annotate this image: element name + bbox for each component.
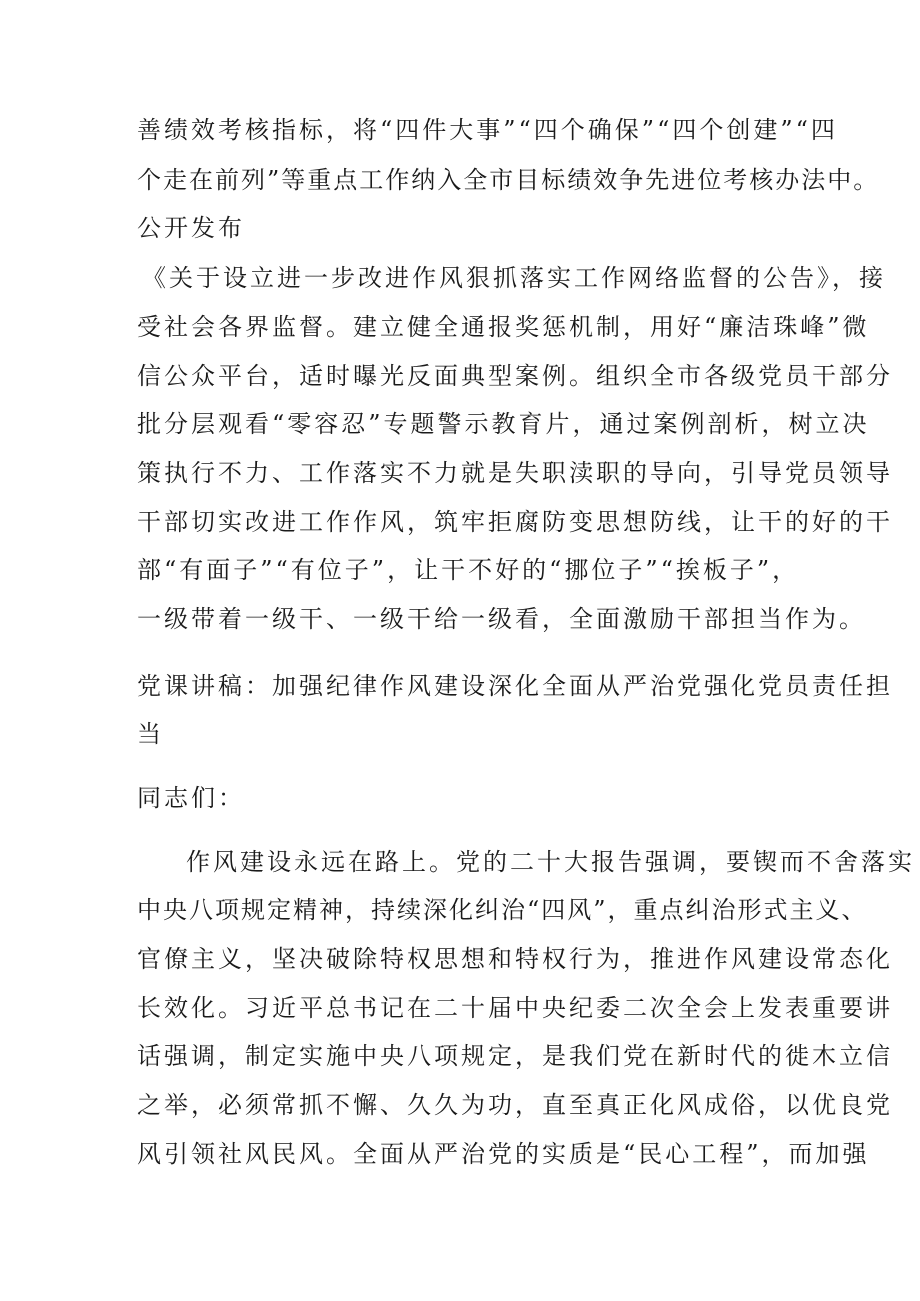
- text-line: 善绩效考核指标，将“四件大事”“四个确保”“四个创建”“四: [137, 116, 838, 144]
- text-line: 受社会各界监督。建立健全通报奖惩机制，用好“廉洁珠峰”微: [137, 313, 870, 341]
- text-line: 干部切实改进工作作风，筑牢拒腐防变思想防线，让干的好的干: [137, 508, 893, 536]
- text-line: 《关于设立进一步改进作风狠抓落实工作网络监督的公告》，接: [142, 264, 886, 292]
- text-line: 信公众平台，适时曝光反面典型案例。组织全市各级党员干部分: [137, 362, 893, 390]
- salutation: 同志们：: [137, 784, 245, 812]
- text-line: 批分层观看“零容忍”专题警示教育片，通过案例剖析，树立决: [137, 410, 870, 438]
- text-line: 个走在前列”等重点工作纳入全市目标绩效争先进位考核办法中。: [137, 166, 880, 194]
- text-line: 之举，必须常抓不懈、久久为功，直至真正化风成俗，以优良党: [137, 1091, 893, 1119]
- text-line: 公开发布: [137, 214, 245, 242]
- section-title: 当: [137, 720, 164, 748]
- text-line: 官僚主义，坚决破除特权思想和特权行为，推进作风建设常态化: [137, 945, 893, 973]
- text-line: 一级带着一级干、一级干给一级看，全面激励干部担当作为。: [137, 605, 866, 633]
- text-line: 中央八项规定精神，持续深化纠治“四风”，重点纠治形式主义、: [137, 896, 868, 924]
- text-line: 部“有面子”“有位子”，让干不好的“挪位子”“挨板子”，: [137, 556, 800, 584]
- text-line: 策执行不力、工作落实不力就是失职渎职的导向，引导党员领导: [137, 459, 893, 487]
- text-line: 话强调，制定实施中央八项规定，是我们党在新时代的徙木立信: [137, 1042, 893, 1070]
- text-line: 风引领社风民风。全面从严治党的实质是“民心工程”，而加强: [137, 1140, 870, 1168]
- section-title: 党课讲稿：加强纪律作风建设深化全面从严治党强化党员责任担: [137, 672, 893, 700]
- text-line: 作风建设永远在路上。党的二十大报告强调，要锲而不舍落实: [186, 848, 915, 876]
- text-line: 长效化。习近平总书记在二十届中央纪委二次全会上发表重要讲: [137, 994, 893, 1022]
